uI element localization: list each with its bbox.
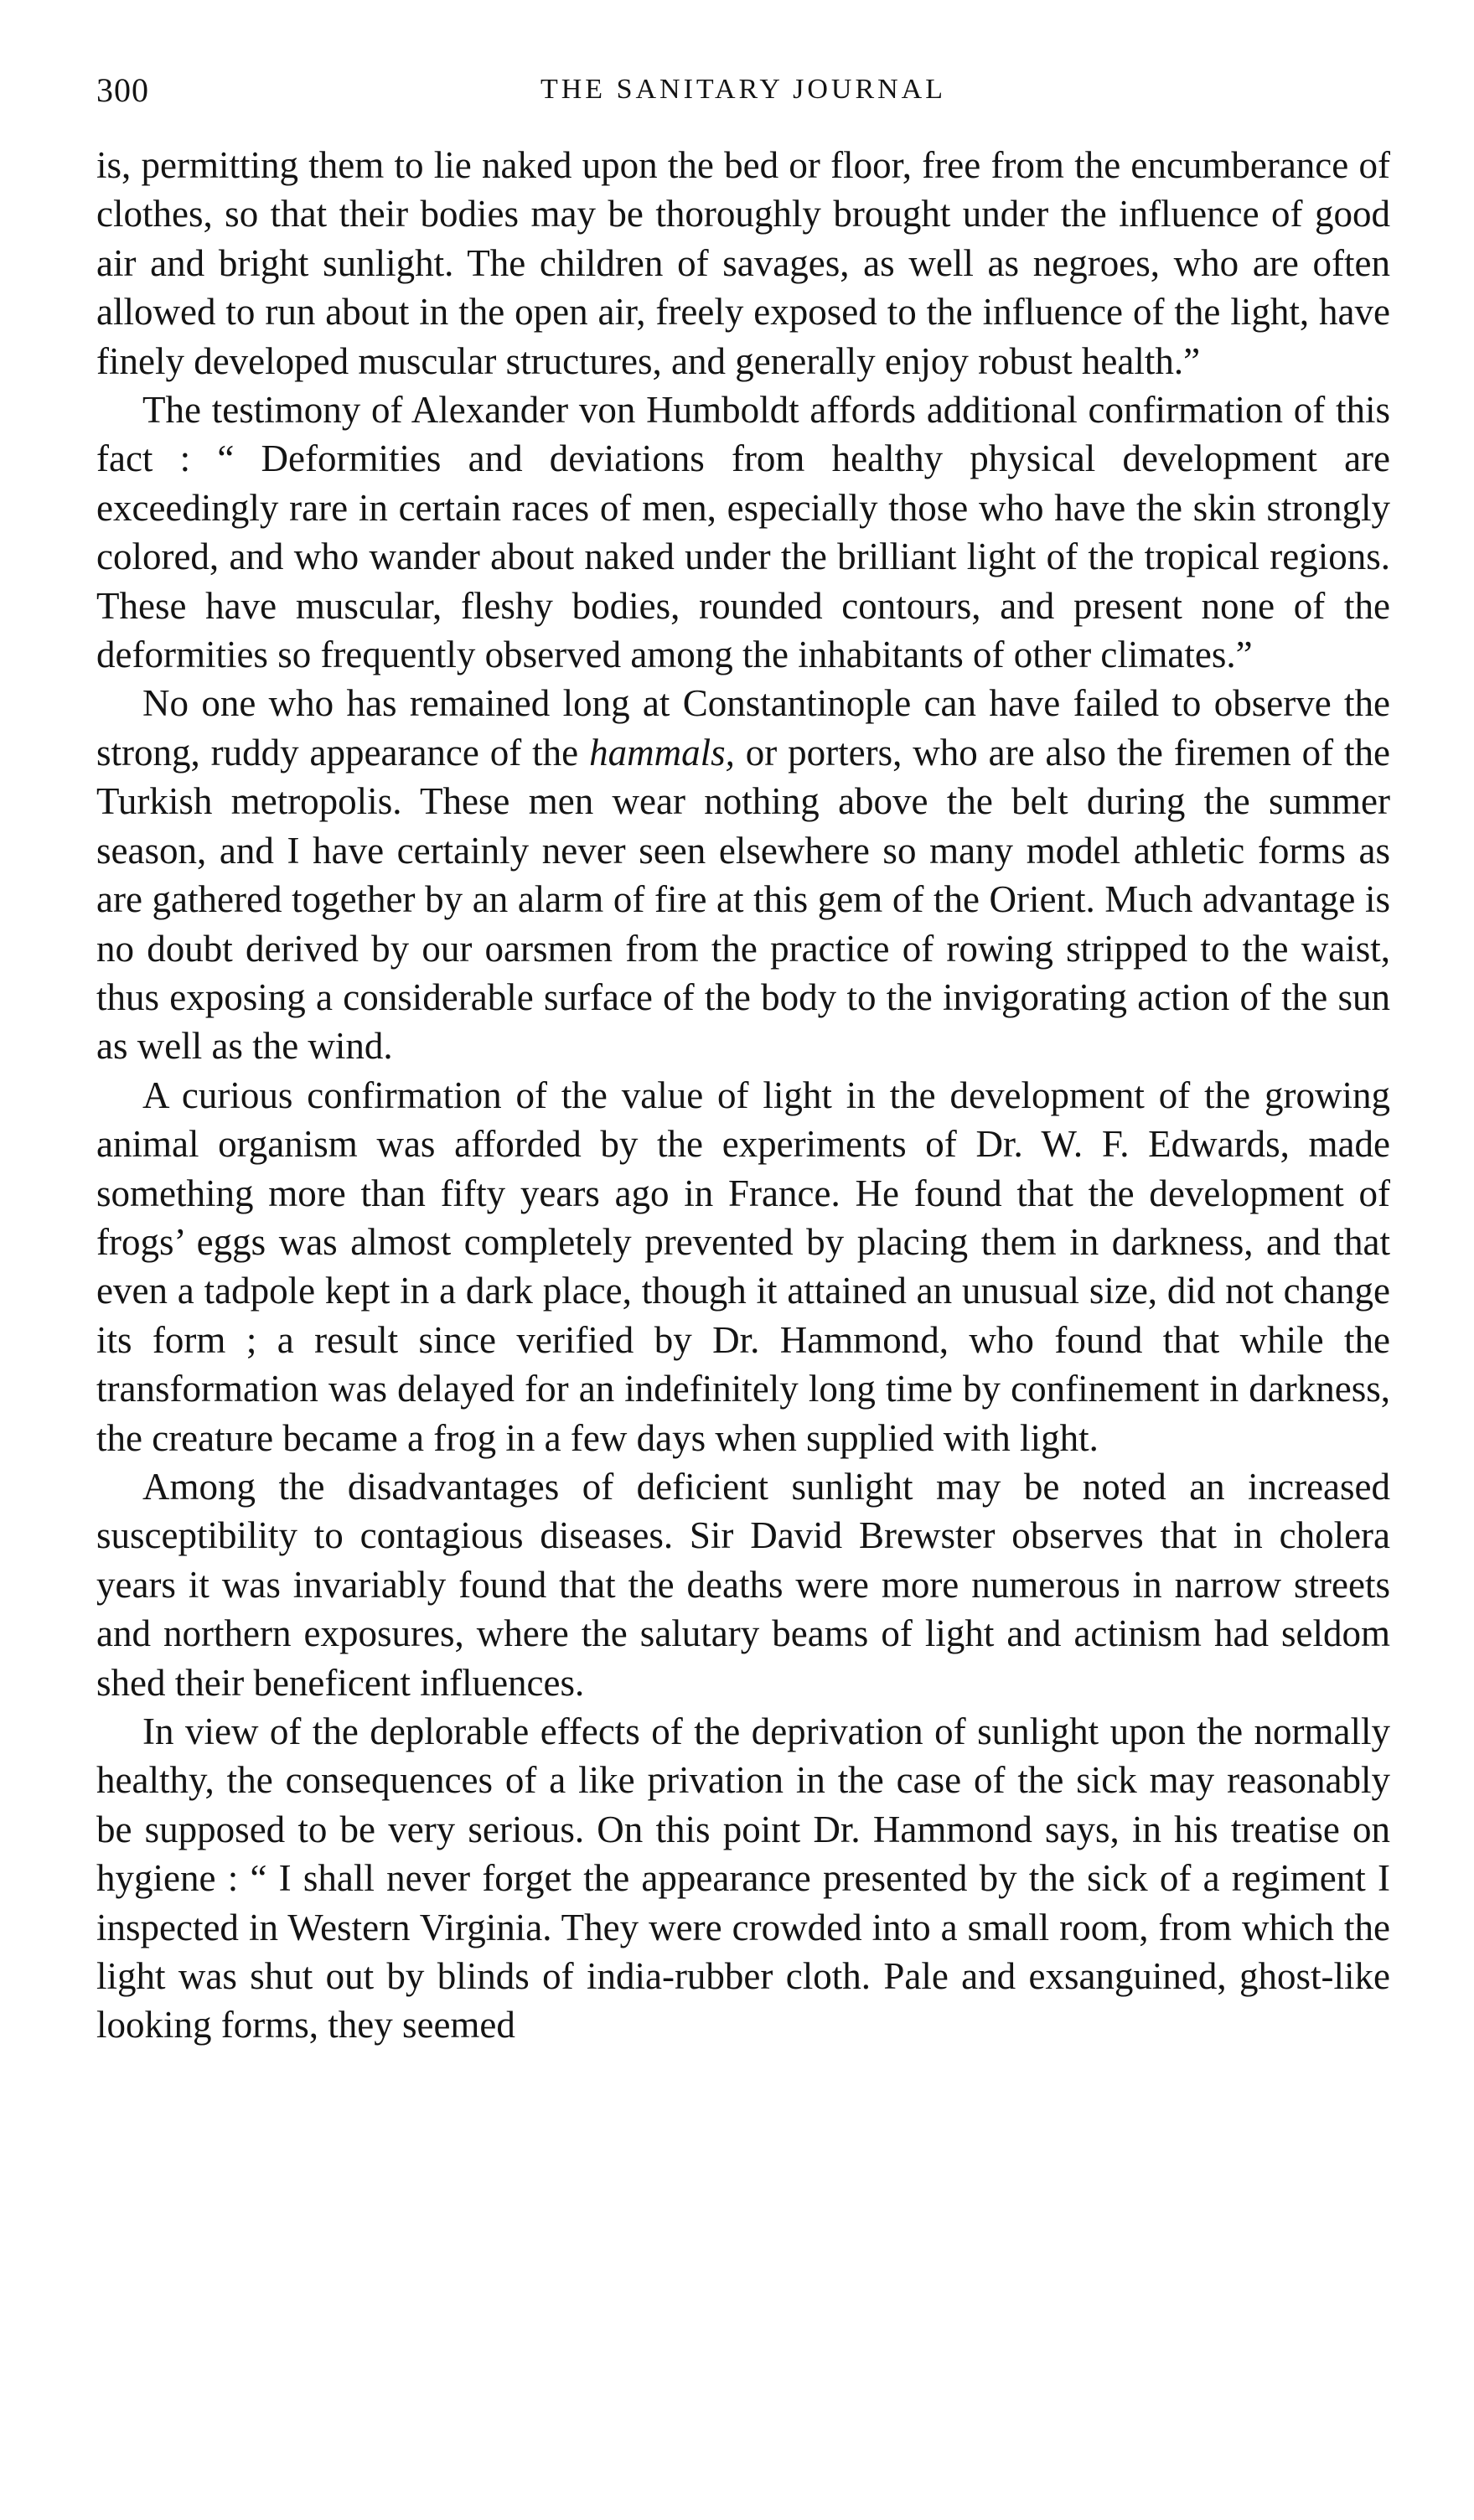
paragraph-continued: is, permitting them to lie naked upon the bed or floor, free from the encumberance of clothes, so that their bodies may be thoroughly brought under the influence of good air and bright sunlight. The children of savages, as well as negroes, who are often allowed to run about in the open air, freely exposed to the influence of the light, have finely developed muscular structures, and generally enjoy robust health.” [96,144,1390,382]
paragraph-text: or porters, who are also the firemen of the Turkish metropolis. These men wear nothing above the belt during the summer season, and I have certainly never seen elsewhere so many model athletic forms as are gathered together by an alarm of fire at this gem of the Orient. Much advantage is no doubt derived by our oarsmen from the practice of rowing stripped to the waist, thus exposing a considerable surface of the body to the invigorating action of the sun as well as the wind. [96,731,1390,1068]
paragraph-humboldt: The testimony of Alexander von Humboldt affords additional confirmation of this fact : “ Deformities and deviations from healthy physical development are exceedingly rare in certain races of men, especially those who have the skin strongly colored, and who wander about naked under the brilliant light of the tropical regions. These have muscular, fleshy bodies, rounded contours, and present none of the deformities so frequently observed among the inhabitants of other climates.” [96,389,1390,676]
paragraph-hammond: In view of the deplorable effects of the deprivation of sunlight upon the normally healthy, the consequences of a like privation in the case of the sick may reasonably be supposed to be very serious. On this point Dr. Hammond says, in his treatise on hygiene : “ I shall never forget the appearance presented by the sick of a regiment I inspected in Western Virginia. They were crowded into a small room, from which the light was shut out by blinds of india-rubber cloth. Pale and exsanguined, ghost-like looking forms, they seemed [96,1710,1390,2047]
paragraph-text: No one who has remained long at Constantinople can have failed to observe the strong, ruddy appearance of the [96,682,1390,774]
document-page [96,70,1390,2050]
body-text [96,141,1390,2050]
paragraph-brewster: Among the disadvantages of deficient sunlight may be noted an increased susceptibility to contagious diseases. Sir David Brewster observes that in cholera years it was invariably found that the deaths were more numerous in narrow streets and northern exposures, where the salutary beams of light and actinism had seldom shed their beneficent influences. [96,1465,1390,1704]
paragraph-constantinople [96,679,1390,1070]
paragraph-edwards: A curious confirmation of the value of light in the development of the growing animal organism was afforded by the experiments of Dr. W. F. Edwards, made something more than fifty years ago in France. He found that the development of frogs’ eggs was almost completely prevented by placing them in darkness, and that even a tadpole kept in a dark place, though it attained an unusual size, did not change its form ; a result since verified by Dr. Hammond, who found that while the transformation was delayed for an indefinitely long time by confinement in darkness, the creature became a frog in a few days when supplied with light. [96,1074,1390,1459]
page-number: 300 [96,71,149,109]
journal-title: THE SANITARY JOURNAL [540,74,946,105]
running-head [96,70,1390,112]
italic-term: hammals, [589,731,735,774]
